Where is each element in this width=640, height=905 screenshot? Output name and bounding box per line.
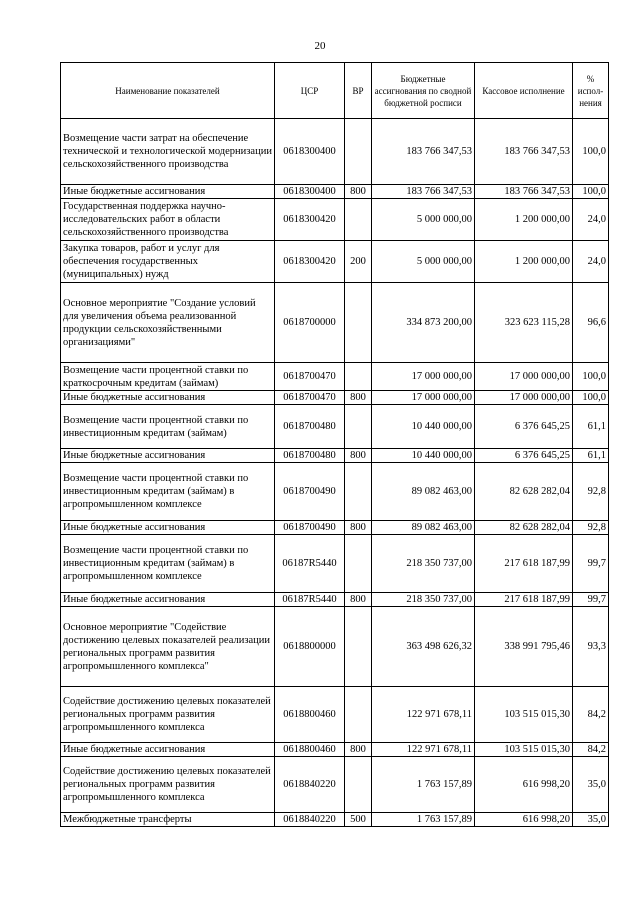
row-csr: 0618700480 [275, 449, 345, 463]
row-csr: 0618700490 [275, 521, 345, 535]
row-cash: 616 998,20 [475, 757, 573, 813]
row-vr: 800 [345, 185, 372, 199]
budget-execution-table [60, 62, 609, 827]
row-budget: 218 350 737,00 [372, 593, 475, 607]
row-vr: 200 [345, 241, 372, 283]
table-header-row [61, 63, 609, 119]
row-percent: 35,0 [573, 757, 609, 813]
row-vr [345, 687, 372, 743]
row-vr: 800 [345, 743, 372, 757]
row-csr: 0618300420 [275, 241, 345, 283]
row-cash: 217 618 187,99 [475, 535, 573, 593]
table-row [61, 535, 609, 593]
row-csr: 0618300400 [275, 119, 345, 185]
row-cash: 82 628 282,04 [475, 463, 573, 521]
row-cash: 1 200 000,00 [475, 199, 573, 241]
table-row [61, 241, 609, 283]
row-percent: 61,1 [573, 405, 609, 449]
row-name: Основное мероприятие "Создание условий для увеличения объема реализованной продукции сельскохозяйственными организациями" [61, 283, 275, 363]
row-csr: 0618840220 [275, 757, 345, 813]
row-cash: 1 200 000,00 [475, 241, 573, 283]
row-budget: 1 763 157,89 [372, 757, 475, 813]
row-vr [345, 283, 372, 363]
row-percent: 24,0 [573, 199, 609, 241]
header-name: Наименование показателей [61, 63, 275, 119]
row-percent: 92,8 [573, 463, 609, 521]
row-percent: 100,0 [573, 119, 609, 185]
row-cash: 217 618 187,99 [475, 593, 573, 607]
row-cash: 17 000 000,00 [475, 363, 573, 391]
header-cash: Кассовое исполнение [475, 63, 573, 119]
row-csr: 0618700490 [275, 463, 345, 521]
row-percent: 92,8 [573, 521, 609, 535]
row-cash: 323 623 115,28 [475, 283, 573, 363]
header-percent: % испол-нения [573, 63, 609, 119]
row-percent: 99,7 [573, 535, 609, 593]
row-percent: 24,0 [573, 241, 609, 283]
row-percent: 61,1 [573, 449, 609, 463]
row-budget: 218 350 737,00 [372, 535, 475, 593]
row-percent: 84,2 [573, 743, 609, 757]
row-name: Иные бюджетные ассигнования [61, 185, 275, 199]
row-budget: 363 498 626,32 [372, 607, 475, 687]
row-vr [345, 199, 372, 241]
row-percent: 100,0 [573, 391, 609, 405]
row-budget: 89 082 463,00 [372, 463, 475, 521]
table-row [61, 185, 609, 199]
row-cash: 338 991 795,46 [475, 607, 573, 687]
row-budget: 183 766 347,53 [372, 185, 475, 199]
row-name: Межбюджетные трансферты [61, 813, 275, 827]
row-vr: 800 [345, 391, 372, 405]
row-budget: 89 082 463,00 [372, 521, 475, 535]
row-percent: 96,6 [573, 283, 609, 363]
table-row [61, 405, 609, 449]
table-row [61, 687, 609, 743]
row-csr: 0618840220 [275, 813, 345, 827]
row-csr: 0618700480 [275, 405, 345, 449]
row-name: Иные бюджетные ассигнования [61, 521, 275, 535]
table-row [61, 391, 609, 405]
table-row [61, 363, 609, 391]
table-row [61, 463, 609, 521]
row-cash: 82 628 282,04 [475, 521, 573, 535]
row-vr [345, 463, 372, 521]
row-cash: 17 000 000,00 [475, 391, 573, 405]
row-name: Содействие достижению целевых показателей региональных программ развития агропромышленного комплекса [61, 687, 275, 743]
row-vr: 800 [345, 593, 372, 607]
row-name: Возмещение части затрат на обеспечение технической и технологической модернизации сельскохозяйственного производства [61, 119, 275, 185]
row-vr [345, 535, 372, 593]
row-budget: 183 766 347,53 [372, 119, 475, 185]
table-row [61, 119, 609, 185]
row-csr: 0618800460 [275, 687, 345, 743]
row-name: Возмещение части процентной ставки по инвестиционным кредитам (займам) в агропромышленном комплексе [61, 463, 275, 521]
row-vr [345, 363, 372, 391]
header-vr: ВР [345, 63, 372, 119]
row-csr: 06187R5440 [275, 535, 345, 593]
table-row [61, 743, 609, 757]
row-csr: 0618700470 [275, 363, 345, 391]
row-cash: 6 376 645,25 [475, 405, 573, 449]
row-cash: 616 998,20 [475, 813, 573, 827]
row-percent: 100,0 [573, 363, 609, 391]
row-csr: 0618800460 [275, 743, 345, 757]
table-row [61, 593, 609, 607]
table-row [61, 607, 609, 687]
table-row [61, 449, 609, 463]
row-name: Иные бюджетные ассигнования [61, 449, 275, 463]
page-number: 20 [314, 40, 326, 52]
row-name: Возмещение части процентной ставки по инвестиционным кредитам (займам) [61, 405, 275, 449]
header-budget: Бюджетные ассигнования по сводной бюджетной росписи [372, 63, 475, 119]
row-vr [345, 757, 372, 813]
row-csr: 0618800000 [275, 607, 345, 687]
row-cash: 103 515 015,30 [475, 743, 573, 757]
table-row [61, 757, 609, 813]
table-row [61, 521, 609, 535]
row-cash: 183 766 347,53 [475, 185, 573, 199]
row-vr: 800 [345, 449, 372, 463]
table-row [61, 813, 609, 827]
row-csr: 0618300420 [275, 199, 345, 241]
row-name: Иные бюджетные ассигнования [61, 593, 275, 607]
row-vr: 800 [345, 521, 372, 535]
row-cash: 6 376 645,25 [475, 449, 573, 463]
row-budget: 10 440 000,00 [372, 405, 475, 449]
row-cash: 183 766 347,53 [475, 119, 573, 185]
row-budget: 17 000 000,00 [372, 363, 475, 391]
row-name: Закупка товаров, работ и услуг для обеспечения государственных (муниципальных) нужд [61, 241, 275, 283]
row-budget: 334 873 200,00 [372, 283, 475, 363]
row-budget: 5 000 000,00 [372, 199, 475, 241]
row-name: Государственная поддержка научно-исследовательских работ в области сельскохозяйственного производства [61, 199, 275, 241]
row-name: Основное мероприятие "Содействие достижению целевых показателей реализации региональных программ развития агропромышленного комплекса" [61, 607, 275, 687]
row-percent: 35,0 [573, 813, 609, 827]
row-percent: 84,2 [573, 687, 609, 743]
row-vr: 500 [345, 813, 372, 827]
row-budget: 122 971 678,11 [372, 687, 475, 743]
row-csr: 0618700000 [275, 283, 345, 363]
row-percent: 99,7 [573, 593, 609, 607]
row-budget: 5 000 000,00 [372, 241, 475, 283]
row-vr [345, 607, 372, 687]
row-budget: 10 440 000,00 [372, 449, 475, 463]
table-row [61, 283, 609, 363]
row-vr [345, 405, 372, 449]
row-cash: 103 515 015,30 [475, 687, 573, 743]
row-name: Возмещение части процентной ставки по инвестиционным кредитам (займам) в агропромышленном комплексе [61, 535, 275, 593]
row-percent: 93,3 [573, 607, 609, 687]
row-name: Иные бюджетные ассигнования [61, 391, 275, 405]
row-vr [345, 119, 372, 185]
row-budget: 17 000 000,00 [372, 391, 475, 405]
row-percent: 100,0 [573, 185, 609, 199]
row-csr: 06187R5440 [275, 593, 345, 607]
row-name: Содействие достижению целевых показателей региональных программ развития агропромышленного комплекса [61, 757, 275, 813]
row-budget: 122 971 678,11 [372, 743, 475, 757]
table-row [61, 199, 609, 241]
row-budget: 1 763 157,89 [372, 813, 475, 827]
header-csr: ЦСР [275, 63, 345, 119]
row-name: Возмещение части процентной ставки по краткосрочным кредитам (займам) [61, 363, 275, 391]
row-csr: 0618300400 [275, 185, 345, 199]
row-name: Иные бюджетные ассигнования [61, 743, 275, 757]
row-csr: 0618700470 [275, 391, 345, 405]
